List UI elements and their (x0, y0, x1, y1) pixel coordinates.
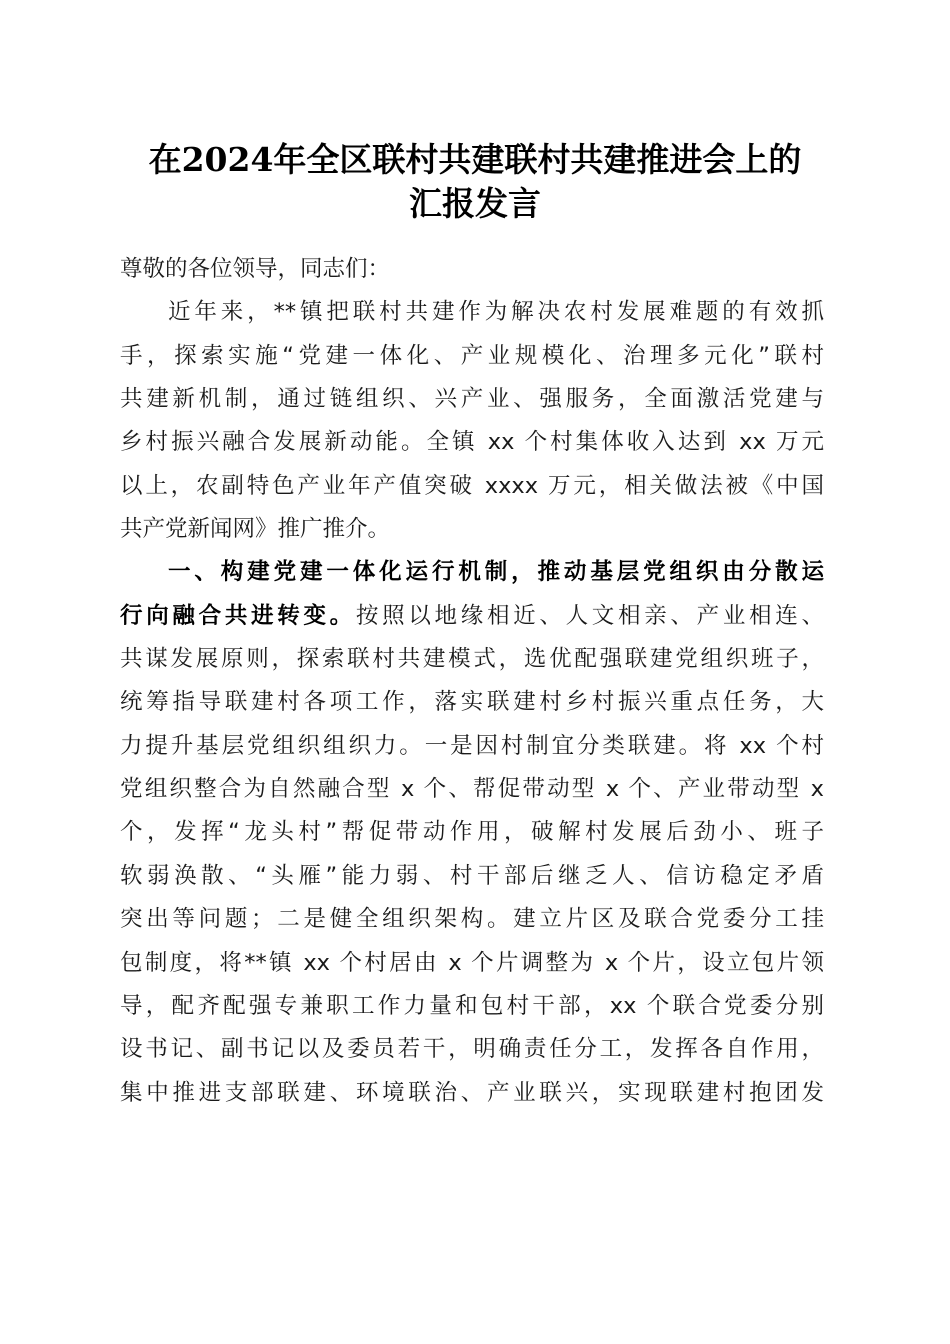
salutation: 尊敬的各位领导，同志们： (120, 256, 391, 282)
paragraph-line: 共产党新闻网》推广推介。 (120, 516, 391, 543)
section-heading-line-2 (120, 595, 824, 638)
paragraph-line: 软弱涣散、“头雁”能力弱、村干部后继乏人、信访稳定矛盾 (120, 862, 824, 889)
paragraph-line: 导，配齐配强专兼职工作力量和包村干部，xx 个联合党委分别 (120, 992, 824, 1019)
paragraph-line: 统筹指导联建村各项工作，落实联建村乡村振兴重点任务，大 (120, 689, 824, 716)
paragraph-line: 乡村振兴融合发展新动能。全镇 xx 个村集体收入达到 xx 万元 (120, 429, 824, 456)
paragraph-line: 党组织整合为自然融合型 x 个、帮促带动型 x 个、产业带动型 x (120, 776, 824, 803)
document-title (100, 138, 850, 226)
paragraph-line: 设书记、副书记以及委员若干，明确责任分工，发挥各自作用， (120, 1036, 824, 1063)
section-heading-line-1: 一、构建党建一体化运行机制，推动基层党组织由分散运 (168, 559, 824, 586)
section-heading-tail: 行向融合共进转变。 (120, 602, 356, 629)
paragraph-line: 包制度，将**镇 xx 个村居由 x 个片调整为 x 个片，设立包片领 (120, 949, 824, 976)
paragraph-line: 近年来，**镇把联村共建作为解决农村发展难题的有效抓 (168, 299, 824, 326)
title-line-1: 在2024年全区联村共建联村共建推进会上的 (148, 140, 802, 179)
paragraph-text: 按照以地缘相近、人文相亲、产业相连、 (355, 602, 824, 629)
paragraph-line: 突出等问题；二是健全组织架构。建立片区及联合党委分工挂 (120, 906, 824, 933)
paragraph-line: 共谋发展原则，探索联村共建模式，选优配强联建党组织班子， (120, 646, 824, 673)
paragraph-section-1 (120, 551, 824, 1114)
paragraph-line: 共建新机制，通过链组织、兴产业、强服务，全面激活党建与 (120, 386, 824, 413)
paragraph-line: 个，发挥“龙头村”帮促带动作用，破解村发展后劲小、班子 (120, 819, 824, 846)
paragraph-line: 力提升基层党组织组织力。一是因村制宜分类联建。将 xx 个村 (120, 732, 824, 759)
paragraph-line: 以上，农副特色产业年产值突破 xxxx 万元，相关做法被《中国 (120, 472, 824, 499)
title-line-2: 汇报发言 (409, 184, 541, 223)
document-body (120, 248, 824, 1115)
paragraph-line: 集中推进支部联建、环境联治、产业联兴，实现联建村抱团发 (120, 1079, 824, 1106)
paragraph-intro (120, 291, 824, 551)
paragraph-line: 手，探索实施“党建一体化、产业规模化、治理多元化”联村 (120, 342, 824, 369)
